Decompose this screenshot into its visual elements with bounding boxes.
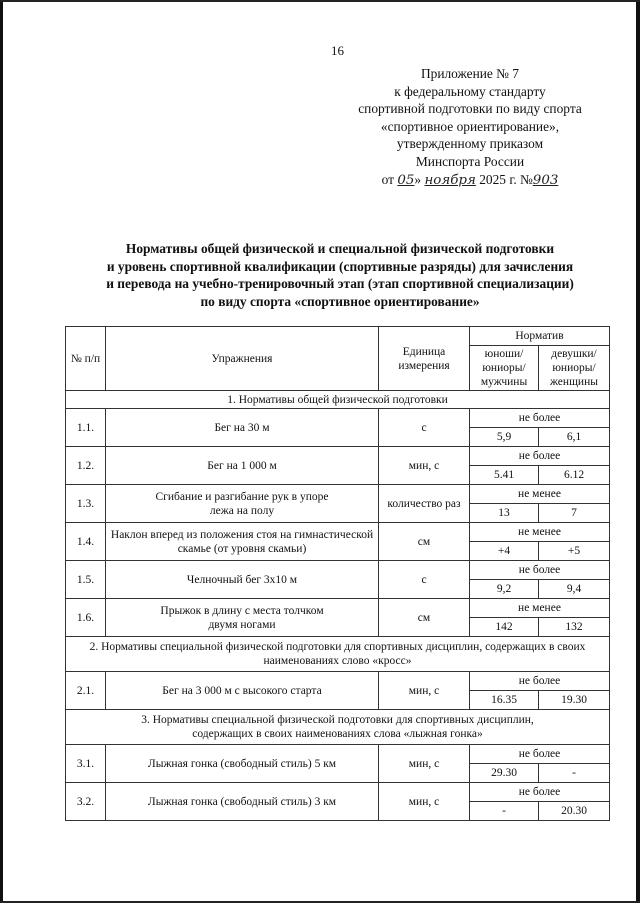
title-line: и перевода на учебно-тренировочный этап (этап спортивной специализации) — [106, 276, 574, 291]
order-date-line — [330, 171, 610, 190]
value-boys: - — [470, 802, 539, 821]
header-row — [66, 327, 610, 346]
row-condition: не более — [470, 783, 610, 802]
row-num: 1.2. — [66, 447, 106, 485]
row-exercise: Наклон вперед из положения стоя на гимнастической скамье (от уровня скамьи) — [106, 523, 379, 561]
appendix-header — [330, 65, 610, 189]
header-girls: девушки/ юниоры/ женщины — [539, 346, 610, 391]
value-boys: 29.30 — [470, 764, 539, 783]
table-row — [66, 745, 610, 764]
handwritten-day: 05 — [397, 172, 415, 188]
title-line: Нормативы общей физической и специальной физической подготовки — [125, 241, 555, 256]
row-num: 3.2. — [66, 783, 106, 821]
header-norm: Норматив — [470, 327, 610, 346]
value-boys: 5,9 — [470, 428, 539, 447]
row-condition: не более — [470, 672, 610, 691]
row-exercise: Прыжок в длину с места толчком двумя ногами — [106, 599, 379, 637]
value-boys: 16.35 — [470, 691, 539, 710]
table-row — [66, 447, 610, 466]
header-unit: Единица измерения — [379, 327, 470, 391]
row-num: 1.5. — [66, 561, 106, 599]
row-unit: мин, с — [379, 447, 470, 485]
date-prefix: от — [381, 171, 395, 187]
header-boys: юноши/ юниоры/ мужчины — [470, 346, 539, 391]
row-unit: с — [379, 409, 470, 447]
row-num: 1.4. — [66, 523, 106, 561]
row-condition: не более — [470, 561, 610, 580]
quote-close: » — [414, 171, 422, 187]
row-condition: не менее — [470, 599, 610, 618]
header-exercise: Упражнения — [106, 327, 379, 391]
row-exercise: Лыжная гонка (свободный стиль) 3 км — [106, 783, 379, 821]
row-exercise: Бег на 1 000 м — [106, 447, 379, 485]
value-boys: 13 — [470, 504, 539, 523]
appendix-line: Приложение № 7 — [420, 66, 520, 81]
row-num: 1.6. — [66, 599, 106, 637]
row-exercise: Бег на 30 м — [106, 409, 379, 447]
row-exercise: Лыжная гонка (свободный стиль) 5 км — [106, 745, 379, 783]
appendix-line: спортивной подготовки по виду спорта — [358, 101, 582, 117]
scan-border-left — [0, 0, 3, 903]
row-unit: см — [379, 599, 470, 637]
value-girls: 6,1 — [539, 428, 610, 447]
section-title: 2. Нормативы специальной физической подготовки для спортивных дисциплин, содержащих в своих наименованиях слово «кросс» — [66, 637, 610, 672]
row-condition: не менее — [470, 523, 610, 542]
section-title: 1. Нормативы общей физической подготовки — [66, 391, 610, 409]
row-exercise: Сгибание и разгибание рук в упоре лежа на полу — [106, 485, 379, 523]
table-row — [66, 523, 610, 542]
scan-border-top — [0, 0, 640, 2]
table-row — [66, 599, 610, 618]
row-unit: количество раз — [379, 485, 470, 523]
value-girls: 19.30 — [539, 691, 610, 710]
table-row — [66, 485, 610, 504]
section-row — [66, 391, 610, 409]
table-row — [66, 783, 610, 802]
scan-border-right — [636, 0, 640, 903]
row-num: 2.1. — [66, 672, 106, 710]
table-row — [66, 409, 610, 428]
row-unit: см — [379, 523, 470, 561]
row-unit: мин, с — [379, 672, 470, 710]
section-row — [66, 637, 610, 672]
row-num: 3.1. — [66, 745, 106, 783]
row-num: 1.1. — [66, 409, 106, 447]
appendix-line: Минспорта России — [415, 153, 525, 169]
norms-table — [65, 326, 610, 821]
handwritten-order-number: 903 — [532, 172, 559, 188]
value-girls: 20.30 — [539, 802, 610, 821]
row-unit: мин, с — [379, 783, 470, 821]
title-line: по виду спорта «спортивное ориентирование» — [200, 293, 480, 309]
row-unit: мин, с — [379, 745, 470, 783]
value-girls: 6.12 — [539, 466, 610, 485]
value-boys: +4 — [470, 542, 539, 561]
row-condition: не менее — [470, 485, 610, 504]
title-line: и уровень спортивной квалификации (спортивные разряды) для зачисления — [106, 258, 574, 274]
value-boys: 5.41 — [470, 466, 539, 485]
appendix-line: «спортивное ориентирование», — [380, 118, 560, 134]
value-girls: 7 — [539, 504, 610, 523]
value-boys: 9,2 — [470, 580, 539, 599]
value-girls: 132 — [539, 618, 610, 637]
page-number: 16 — [331, 43, 344, 58]
row-condition: не более — [470, 447, 610, 466]
row-num: 1.3. — [66, 485, 106, 523]
row-exercise: Бег на 3 000 м с высокого старта — [106, 672, 379, 710]
order-year: 2025 г. № — [479, 171, 533, 187]
section-title: 3. Нормативы специальной физической подготовки для спортивных дисциплин, содержащих в своих наименованиях слова «лыжная гонка» — [66, 710, 610, 745]
row-condition: не более — [470, 409, 610, 428]
appendix-line: утвержденному приказом — [396, 136, 544, 152]
section-row — [66, 710, 610, 745]
value-girls: 9,4 — [539, 580, 610, 599]
value-girls: - — [539, 764, 610, 783]
value-girls: +5 — [539, 542, 610, 561]
appendix-line: к федеральному стандарту — [394, 83, 546, 99]
table-row — [66, 561, 610, 580]
header-num: № п/п — [66, 327, 106, 391]
row-exercise: Челночный бег 3х10 м — [106, 561, 379, 599]
value-boys: 142 — [470, 618, 539, 637]
table-row — [66, 672, 610, 691]
document-title — [60, 240, 620, 310]
handwritten-month: ноября — [424, 172, 476, 188]
row-unit: с — [379, 561, 470, 599]
row-condition: не более — [470, 745, 610, 764]
